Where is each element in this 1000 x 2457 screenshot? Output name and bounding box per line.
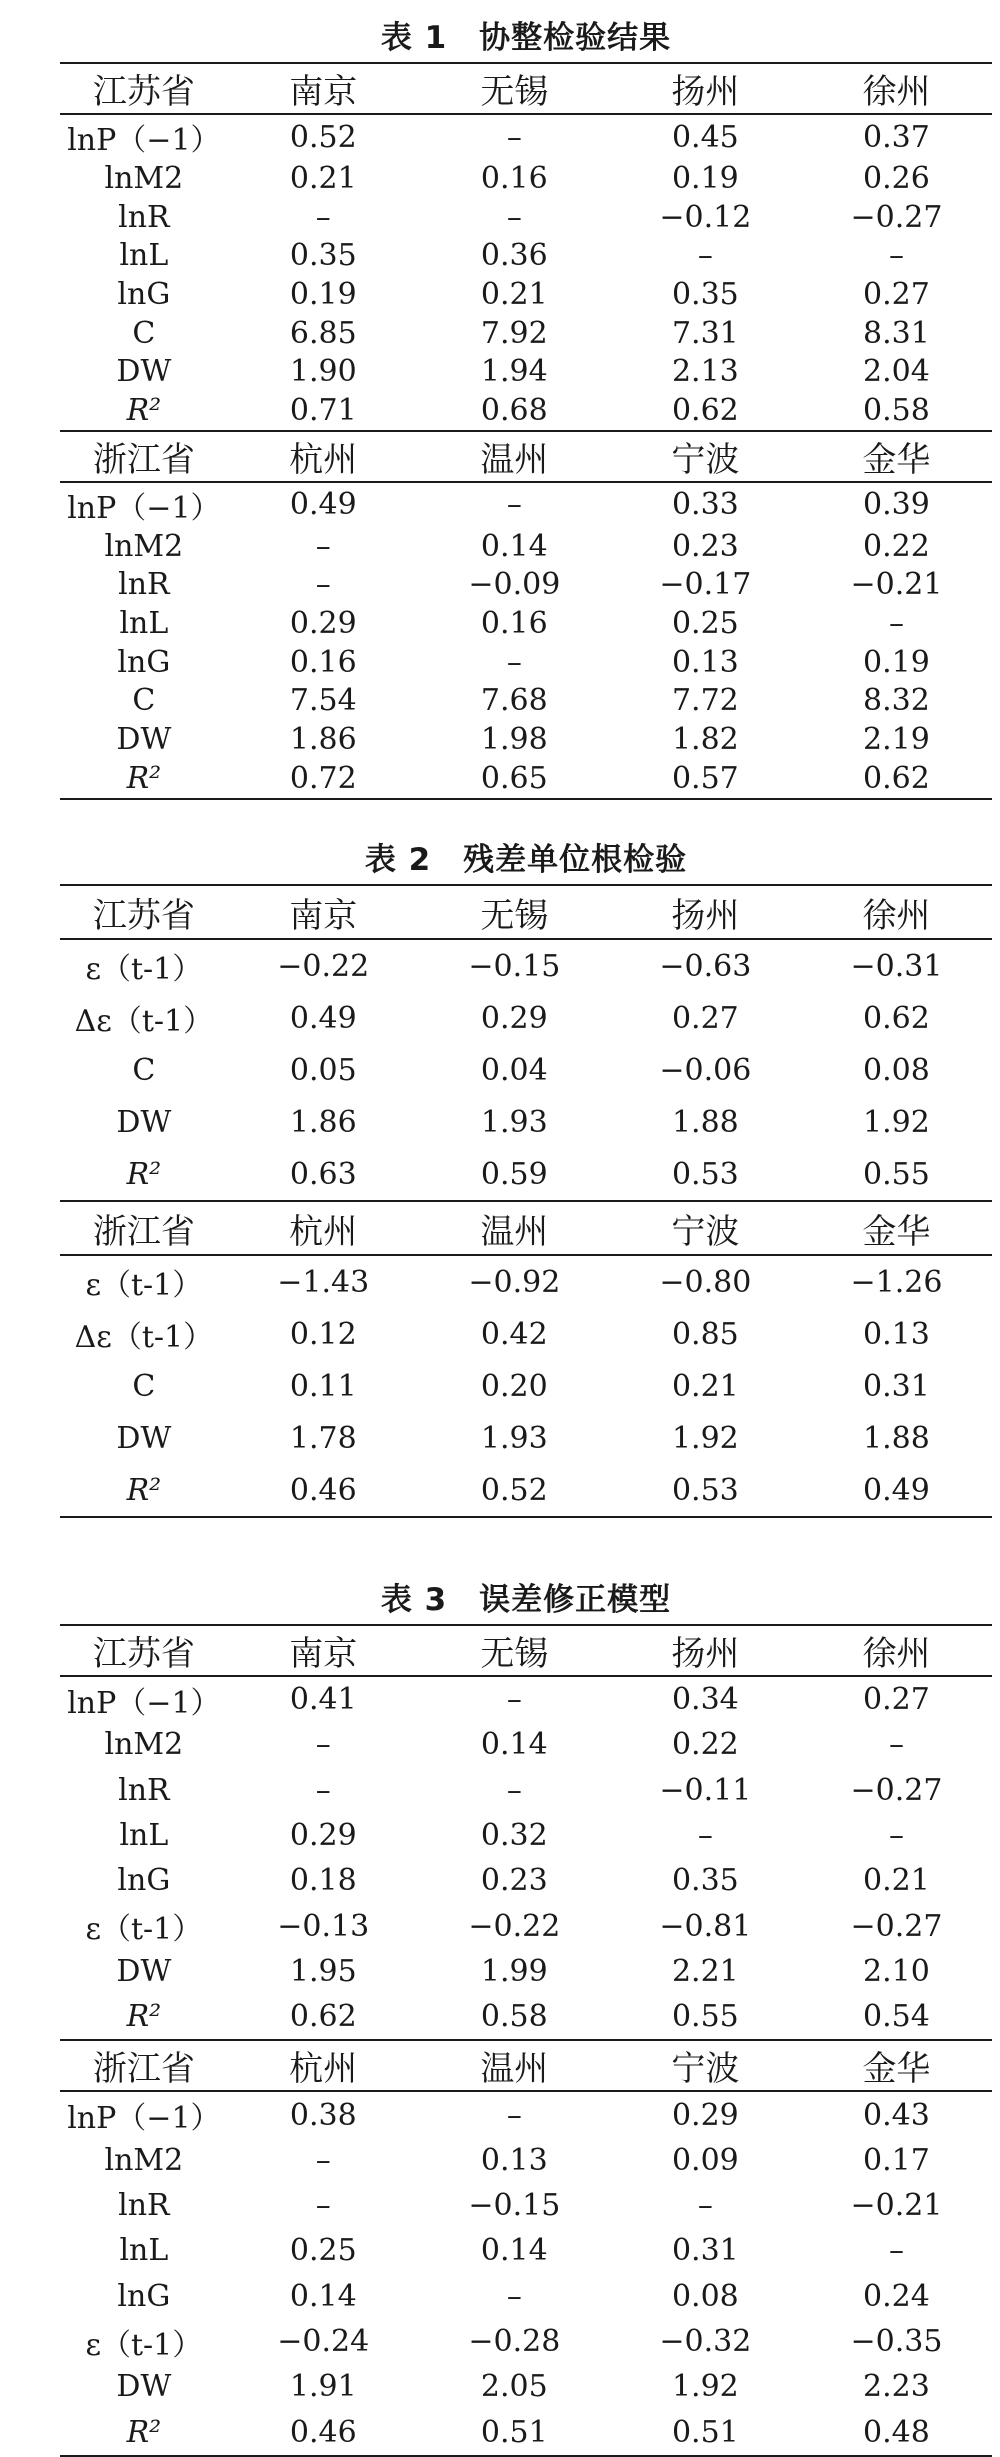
table-cell: 0.27: [863, 276, 930, 312]
table-row: [60, 1360, 992, 1412]
row-label: lnR: [118, 199, 170, 235]
table-cell: −0.31: [850, 948, 943, 984]
row-label: lnG: [117, 1863, 171, 1899]
city-header: 南京: [228, 63, 419, 114]
table-cell: –: [315, 2142, 331, 2178]
table-cell: 0.18: [289, 1863, 357, 1899]
table-cell: 1.93: [480, 1420, 548, 1456]
table-cell: 0.34: [671, 1682, 739, 1718]
city-header: 徐州: [801, 1625, 992, 1676]
row-label: R²: [126, 1156, 162, 1192]
table-cell: 0.62: [289, 1999, 357, 2035]
row-label: lnG: [117, 276, 171, 312]
row-label: lnL: [119, 2233, 169, 2269]
table-cell: 0.41: [289, 1682, 357, 1718]
city-header: 温州: [419, 431, 610, 482]
table-cell: 0.25: [671, 606, 739, 642]
table-row: [60, 1903, 992, 1948]
table-cell: 0.46: [228, 1464, 419, 1517]
table-row: [60, 198, 992, 237]
table-cell: 0.65: [419, 759, 610, 799]
table-cell: 8.31: [863, 315, 930, 351]
row-label: lnP（−1）: [67, 490, 221, 526]
table-cell: –: [315, 2188, 331, 2224]
table-cell: 0.14: [289, 2278, 357, 2314]
table-cell: 1.94: [480, 354, 548, 390]
table-cell: −0.06: [659, 1052, 752, 1088]
table-row: [60, 2274, 992, 2319]
row-label: lnR: [118, 567, 170, 603]
table-cell: 1.88: [671, 1104, 739, 1140]
table-cell: 0.52: [419, 1464, 610, 1517]
table-row: [60, 2183, 992, 2228]
table-cell: 0.71: [289, 392, 357, 428]
row-label: lnG: [117, 2278, 171, 2314]
table-cell: 0.16: [480, 606, 548, 642]
table-cell: 0.35: [671, 1863, 739, 1899]
row-label: Δε（t-1）: [74, 1004, 214, 1039]
table-cell: –: [506, 1772, 522, 1808]
table-3-grid: [60, 1624, 992, 2457]
table-cell: 1.78: [289, 1420, 357, 1456]
row-label: C: [132, 1052, 156, 1088]
row-label: DW: [116, 2369, 172, 2405]
table-cell: –: [506, 644, 522, 680]
table-cell: 0.55: [671, 1999, 739, 2035]
table-cell: –: [506, 487, 522, 523]
table-cell: 0.29: [289, 1818, 357, 1854]
province-header: 浙江省: [60, 2040, 228, 2091]
table-cell: 0.49: [289, 487, 357, 523]
header-row: [60, 1201, 992, 1255]
table-cell: 0.72: [228, 759, 419, 799]
table-cell: 1.95: [289, 1953, 357, 1989]
table-row: [60, 759, 992, 799]
table-cell: 0.14: [480, 2233, 548, 2269]
table-cell: −0.22: [468, 1908, 561, 1944]
table-1-grid: [60, 62, 992, 800]
province-header: 浙江省: [60, 431, 228, 482]
table-cell: –: [315, 199, 331, 235]
city-header: 杭州: [228, 2040, 419, 2091]
table-cell: 0.35: [289, 238, 357, 274]
row-label: lnP（−1）: [67, 123, 221, 158]
table-cell: 0.08: [671, 2278, 739, 2314]
table-cell: 0.53: [610, 1464, 801, 1517]
table-cell: 0.21: [289, 160, 357, 196]
table-cell: 0.21: [863, 1863, 930, 1899]
city-header: 无锡: [419, 885, 610, 939]
table-cell: 0.38: [289, 2097, 357, 2133]
table-row: [60, 1722, 992, 1767]
table-row: [60, 1044, 992, 1096]
table-cell: 0.27: [863, 1682, 930, 1718]
table-cell: −0.09: [468, 567, 561, 603]
row-label: DW: [116, 1420, 172, 1456]
table-cell: 0.43: [863, 2097, 930, 2133]
table-cell: 0.24: [863, 2278, 930, 2314]
row-label: lnR: [118, 2188, 170, 2224]
table-cell: –: [315, 1727, 331, 1763]
row-label: lnL: [119, 1818, 169, 1854]
table-cell: −0.28: [468, 2324, 561, 2359]
table-cell: 0.29: [480, 1000, 548, 1036]
table-2-caption: 表 2 残差单位根检验: [364, 842, 688, 878]
table-row: [60, 1949, 992, 1994]
city-header: 金华: [801, 2040, 992, 2091]
table-row: [60, 1464, 992, 1517]
table-row: [60, 643, 992, 682]
table-cell: 1.99: [480, 1953, 548, 1989]
city-header: 宁波: [610, 2040, 801, 2091]
table-cell: 0.42: [480, 1316, 548, 1352]
table-cell: 1.82: [671, 722, 739, 758]
table-cell: −0.92: [468, 1264, 561, 1300]
table-cell: –: [315, 1772, 331, 1808]
row-label: ε（t-1）: [85, 1268, 203, 1303]
row-label: lnR: [118, 1772, 170, 1808]
table-cell: 0.14: [480, 528, 548, 564]
table-cell: 2.04: [863, 354, 930, 390]
table-row: [60, 992, 992, 1044]
table-cell: −0.27: [850, 1908, 943, 1944]
table-cell: 1.92: [863, 1104, 930, 1140]
table-cell: 0.49: [289, 1000, 357, 1036]
table-cell: 7.72: [671, 683, 739, 719]
table-cell: −1.43: [277, 1264, 370, 1300]
table-row: [60, 1412, 992, 1464]
table-cell: 0.13: [480, 2142, 548, 2178]
city-header: 扬州: [610, 885, 801, 939]
province-header: 江苏省: [60, 1625, 228, 1676]
table-row: [60, 1676, 992, 1722]
table-cell: 0.26: [863, 160, 930, 196]
table-cell: 0.04: [480, 1052, 548, 1088]
table-cell: 0.85: [671, 1316, 739, 1352]
row-label: ε（t-1）: [85, 952, 203, 987]
table-cell: 0.39: [863, 487, 930, 523]
table-row: [60, 2091, 992, 2137]
table-row: [60, 314, 992, 353]
city-header: 温州: [419, 2040, 610, 2091]
table-cell: –: [888, 2233, 904, 2269]
table-row: [60, 604, 992, 643]
table-row: [60, 114, 992, 159]
table-cell: –: [888, 1727, 904, 1763]
row-label: lnM2: [104, 528, 184, 564]
table-cell: 1.86: [289, 1104, 357, 1140]
table-cell: 0.54: [863, 1999, 930, 2035]
table-cell: −0.81: [659, 1908, 752, 1944]
table-cell: 2.19: [863, 722, 930, 758]
row-label: R²: [60, 2409, 228, 2455]
table-cell: −0.24: [277, 2324, 370, 2359]
table-cell: 1.90: [289, 354, 357, 390]
table-cell: 0.25: [289, 2233, 357, 2269]
table-3: [60, 1576, 992, 2457]
row-label: R²: [126, 392, 162, 428]
table-cell: 0.37: [863, 119, 930, 155]
table-cell: 0.29: [289, 606, 357, 642]
table-row: [60, 720, 992, 759]
table-cell: 0.14: [480, 1727, 548, 1763]
province-header: 江苏省: [60, 63, 228, 114]
table-2-grid: [60, 884, 992, 1518]
table-cell: –: [697, 2188, 713, 2224]
table-cell: −0.27: [850, 1772, 943, 1808]
table-row: [60, 1858, 992, 1903]
table-cell: 1.92: [671, 2369, 739, 2405]
city-header: 金华: [801, 431, 992, 482]
province-header: 江苏省: [60, 885, 228, 939]
city-header: 温州: [419, 1201, 610, 1255]
row-label: C: [132, 315, 156, 351]
table-cell: 0.09: [671, 2142, 739, 2178]
table-row: [60, 1308, 992, 1360]
table-cell: 0.29: [671, 2097, 739, 2133]
table-cell: −0.21: [850, 567, 943, 603]
table-cell: –: [315, 567, 331, 603]
table-cell: 0.16: [480, 160, 548, 196]
table-cell: 0.59: [480, 1156, 548, 1192]
row-label: R²: [60, 759, 228, 799]
row-label: ε（t-1）: [85, 2327, 203, 2363]
table-row: [60, 391, 992, 431]
city-header: 徐州: [801, 885, 992, 939]
table-row: [60, 2409, 992, 2455]
table-cell: 0.13: [671, 644, 739, 680]
table-cell: 2.13: [671, 354, 739, 390]
table-cell: 1.93: [480, 1104, 548, 1140]
table-row: [60, 2364, 992, 2409]
table-cell: 1.98: [480, 722, 548, 758]
header-row: [60, 1625, 992, 1676]
table-cell: 0.13: [863, 1316, 930, 1352]
table-row: [60, 1255, 992, 1308]
table-cell: 0.19: [289, 276, 357, 312]
table-cell: –: [697, 1818, 713, 1854]
table-row: [60, 159, 992, 198]
table-cell: −0.22: [277, 948, 370, 984]
table-cell: 0.48: [801, 2409, 992, 2455]
row-label: lnM2: [104, 160, 184, 196]
table-cell: –: [888, 238, 904, 274]
table-cell: 7.92: [480, 315, 548, 351]
table-cell: 0.22: [671, 1727, 739, 1763]
table-cell: 0.17: [863, 2142, 930, 2178]
row-label: lnL: [119, 606, 169, 642]
province-header: 浙江省: [60, 1201, 228, 1255]
table-cell: 0.12: [289, 1316, 357, 1352]
table-row: [60, 482, 992, 527]
city-header: 南京: [228, 885, 419, 939]
city-header: 杭州: [228, 431, 419, 482]
table-cell: 2.05: [480, 2369, 548, 2405]
table-cell: 0.62: [801, 759, 992, 799]
table-cell: 0.35: [671, 276, 739, 312]
table-cell: 0.19: [671, 160, 739, 196]
city-header: 扬州: [610, 63, 801, 114]
table-2: [60, 836, 992, 1518]
row-label: ε（t-1）: [85, 1912, 203, 1948]
table-cell: 0.51: [419, 2409, 610, 2455]
header-row: [60, 885, 992, 939]
table-row: [60, 2319, 992, 2364]
table-cell: 0.45: [671, 119, 739, 155]
table-cell: −0.17: [659, 567, 752, 603]
header-row: [60, 2040, 992, 2091]
table-cell: 0.23: [671, 528, 739, 564]
header-row: [60, 63, 992, 114]
city-header: 无锡: [419, 63, 610, 114]
table-row: [60, 2228, 992, 2273]
table-cell: 0.62: [671, 392, 739, 428]
table-cell: 6.85: [289, 315, 357, 351]
city-header: 杭州: [228, 1201, 419, 1255]
table-cell: 0.23: [480, 1863, 548, 1899]
table-cell: 7.31: [671, 315, 739, 351]
table-cell: −0.15: [468, 2188, 561, 2224]
row-label: DW: [116, 354, 172, 390]
table-cell: −0.11: [659, 1772, 752, 1808]
table-cell: 8.32: [863, 683, 930, 719]
row-label: C: [132, 683, 156, 719]
table-cell: 0.21: [671, 1368, 739, 1404]
table-cell: 0.53: [671, 1156, 739, 1192]
table-cell: –: [506, 2097, 522, 2133]
table-cell: 0.58: [863, 392, 930, 428]
city-header: 无锡: [419, 1625, 610, 1676]
table-cell: 0.20: [480, 1368, 548, 1404]
row-label: DW: [116, 722, 172, 758]
table-cell: 0.57: [610, 759, 801, 799]
table-cell: 1.86: [289, 722, 357, 758]
table-cell: –: [888, 1818, 904, 1854]
table-cell: 0.32: [480, 1818, 548, 1854]
table-cell: –: [888, 606, 904, 642]
table-cell: −0.80: [659, 1264, 752, 1300]
table-cell: 0.19: [863, 644, 930, 680]
table-cell: 7.54: [289, 683, 357, 719]
row-label: C: [132, 1368, 156, 1404]
table-cell: 0.46: [228, 2409, 419, 2455]
table-cell: −0.15: [468, 948, 561, 984]
table-cell: –: [315, 528, 331, 564]
table-cell: −0.13: [277, 1908, 370, 1944]
table-cell: −0.63: [659, 948, 752, 984]
row-label: lnL: [119, 238, 169, 274]
table-cell: 0.52: [289, 119, 357, 155]
table-cell: 0.16: [289, 644, 357, 680]
city-header: 徐州: [801, 63, 992, 114]
table-row: [60, 566, 992, 605]
row-label: R²: [126, 1999, 162, 2035]
row-label: lnP（−1）: [67, 1685, 221, 1721]
table-cell: 0.58: [480, 1999, 548, 2035]
row-label: DW: [116, 1953, 172, 1989]
table-cell: 0.49: [801, 1464, 992, 1517]
city-header: 金华: [801, 1201, 992, 1255]
city-header: 南京: [228, 1625, 419, 1676]
table-cell: 0.08: [863, 1052, 930, 1088]
table-cell: 1.91: [289, 2369, 357, 2405]
table-cell: –: [506, 2278, 522, 2314]
table-row: [60, 1994, 992, 2040]
row-label: lnG: [117, 644, 171, 680]
table-cell: 2.21: [671, 1953, 739, 1989]
table-3-caption: 表 3 误差修正模型: [380, 1582, 672, 1618]
table-row: [60, 1096, 992, 1148]
table-cell: −0.21: [850, 2188, 943, 2224]
table-row: [60, 527, 992, 566]
table-cell: 0.63: [289, 1156, 357, 1192]
table-cell: −0.27: [850, 199, 943, 235]
table-row: [60, 1768, 992, 1813]
table-cell: 1.88: [863, 1420, 930, 1456]
city-header: 扬州: [610, 1625, 801, 1676]
table-cell: 2.23: [863, 2369, 930, 2405]
table-cell: –: [506, 199, 522, 235]
table-row: [60, 1148, 992, 1201]
table-1-caption: 表 1 协整检验结果: [380, 20, 672, 56]
table-cell: 0.22: [863, 528, 930, 564]
table-row: [60, 2138, 992, 2183]
table-cell: 0.21: [480, 276, 548, 312]
table-cell: 0.05: [289, 1052, 357, 1088]
table-row: [60, 352, 992, 391]
table-cell: 7.68: [480, 683, 548, 719]
table-cell: 0.55: [863, 1156, 930, 1192]
table-cell: 0.62: [863, 1000, 930, 1036]
row-label: R²: [60, 1464, 228, 1517]
header-row: [60, 431, 992, 482]
table-cell: 0.51: [610, 2409, 801, 2455]
table-cell: 0.68: [480, 392, 548, 428]
table-row: [60, 682, 992, 721]
table-cell: −0.32: [659, 2324, 752, 2359]
row-label: lnM2: [104, 2142, 184, 2178]
table-cell: 0.36: [480, 238, 548, 274]
table-row: [60, 275, 992, 314]
table-cell: 0.27: [671, 1000, 739, 1036]
table-1: [60, 14, 992, 800]
city-header: 宁波: [610, 1201, 801, 1255]
table-cell: 0.31: [863, 1368, 930, 1404]
table-cell: 1.92: [671, 1420, 739, 1456]
table-row: [60, 1813, 992, 1858]
city-header: 宁波: [610, 431, 801, 482]
table-cell: 2.10: [863, 1953, 930, 1989]
table-cell: –: [697, 238, 713, 274]
row-label: Δε（t-1）: [74, 1320, 214, 1355]
table-row: [60, 939, 992, 992]
table-cell: –: [506, 1682, 522, 1718]
table-row: [60, 236, 992, 275]
table-cell: −0.35: [850, 2324, 943, 2359]
table-cell: 0.33: [671, 487, 739, 523]
table-cell: −1.26: [850, 1264, 943, 1300]
table-cell: 0.31: [671, 2233, 739, 2269]
row-label: lnM2: [104, 1727, 184, 1763]
table-cell: –: [506, 119, 522, 155]
row-label: DW: [116, 1104, 172, 1140]
table-cell: −0.12: [659, 199, 752, 235]
row-label: lnP（−1）: [67, 2101, 221, 2137]
table-cell: 0.11: [289, 1368, 357, 1404]
